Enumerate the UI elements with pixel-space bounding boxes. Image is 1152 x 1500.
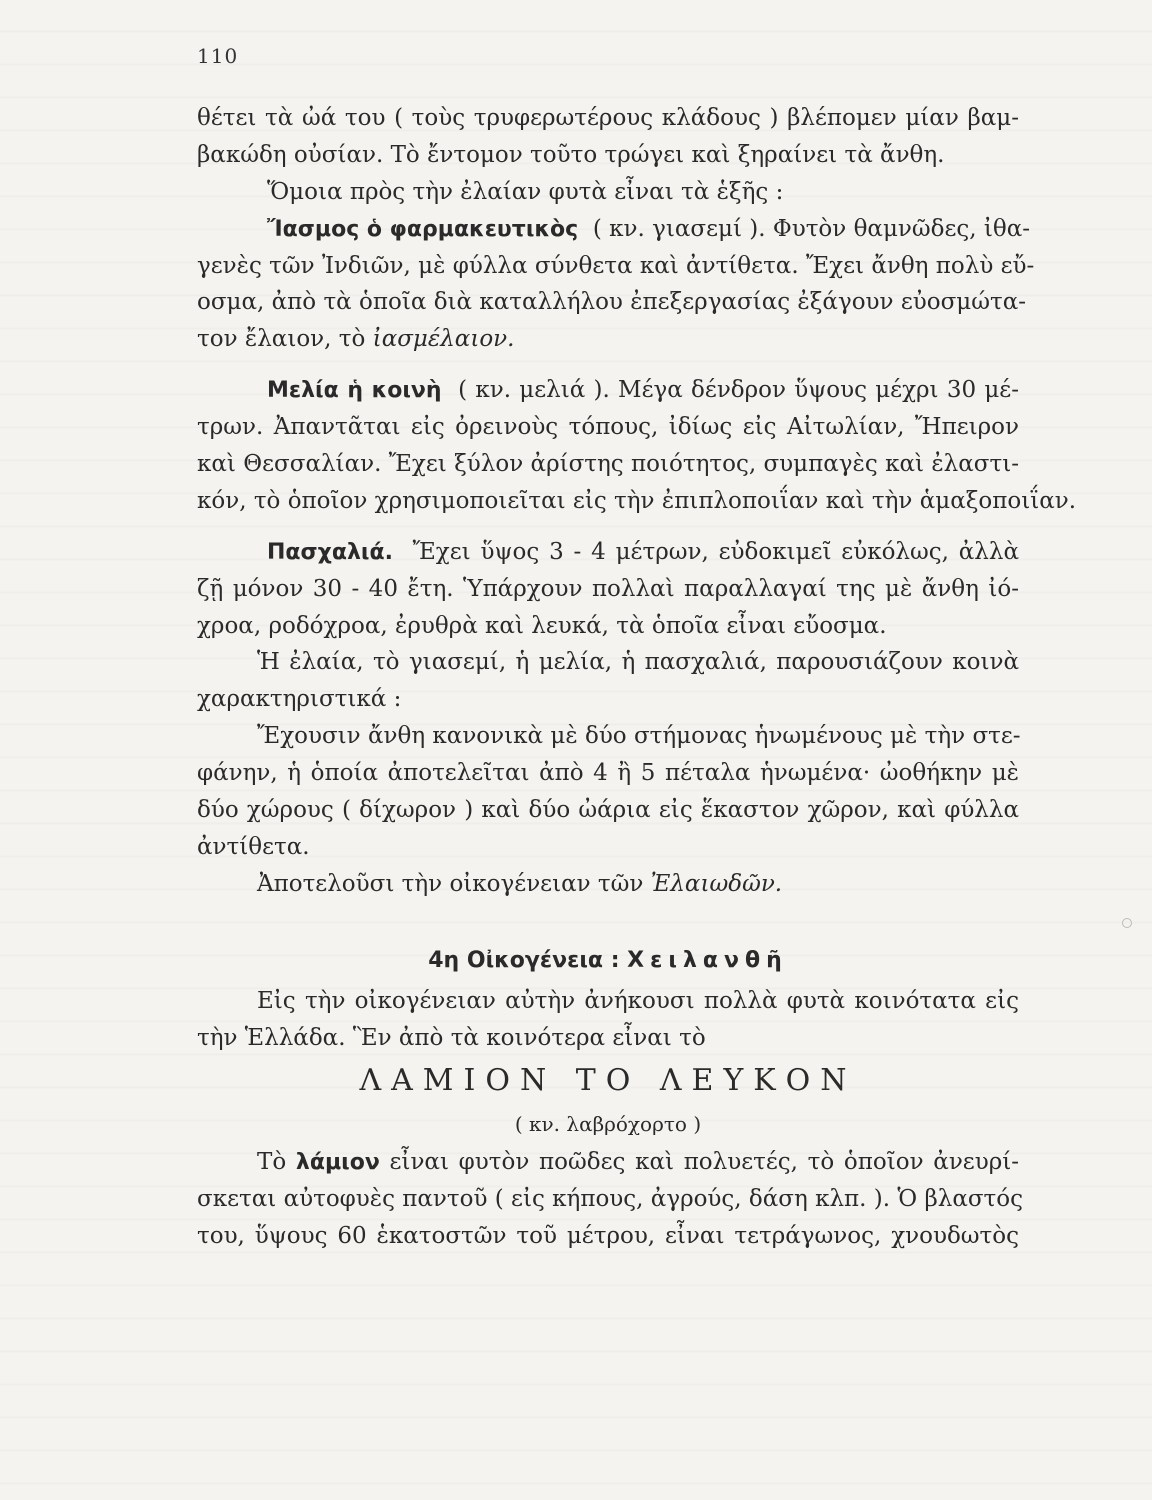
text-line: τὴν Ἑλλάδα. Ἓν ἀπὸ τὰ κοινότερα εἶναι τὸ bbox=[197, 1024, 706, 1051]
entry-lamium bbox=[197, 1144, 1019, 1181]
margin-mark bbox=[1122, 918, 1132, 928]
text-fragment: ( κν. μελιά ). Μέγα δένδρον ὕψους μέχρι 30 μέ- bbox=[458, 377, 1019, 404]
plant-common-name: ( κν. λαβρόχορτο ) bbox=[514, 1112, 702, 1137]
plant-title: ΛΑΜΙΟΝ ΤΟ ΛΕΥΚΟΝ bbox=[359, 1063, 857, 1099]
text-line: ζῇ μόνον 30 - 40 ἔτη. Ὑπάρχουν πολλαὶ παραλλαγαί της μὲ ἄνθη ἰό- bbox=[197, 575, 1019, 602]
text-line: χαρακτηριστικά : bbox=[197, 686, 402, 713]
term-family-name: Ἐλαιωδῶν. bbox=[650, 870, 783, 897]
text-line: Εἰς τὴν οἰκογένειαν αὐτὴν ἀνήκουσι πολλὰ φυτὰ κοινότατα εἰς bbox=[257, 987, 1019, 1014]
section-heading bbox=[197, 943, 1019, 983]
text-fragment: Τὸ bbox=[257, 1149, 287, 1176]
text-line: οσμα, ἀπὸ τὰ ὁποῖα διὰ καταλλήλου ἐπεξεργασίας ἐξάγουν εὐοσμώτα- bbox=[197, 289, 1026, 316]
text-line: γενὲς τῶν Ἰνδιῶν, μὲ φύλλα σύνθετα καὶ ἀντίθετα. Ἔχει ἄνθη πολὺ εὔ- bbox=[197, 252, 1035, 279]
text-line: καὶ Θεσσαλίαν. Ἔχει ξύλον ἀρίστης ποιότητος, συμπαγὲς καὶ ἐλαστι- bbox=[197, 451, 1019, 478]
text-line: ἀντίθετα. bbox=[197, 833, 310, 860]
text-line: του, ὕψους 60 ἑκατοστῶν τοῦ μέτρου, εἶναι τετράγωνος, χνουδωτὸς bbox=[197, 1223, 1019, 1250]
family-statement bbox=[197, 866, 1019, 903]
entry-jasmine bbox=[197, 211, 1031, 248]
section-heading-prefix: 4η Οἰκογένεια : bbox=[428, 947, 620, 973]
text-line: δύο χώρους ( δίχωρον ) καὶ δύο ὠάρια εἰς ἕκαστον χῶρον, καὶ φύλλα bbox=[197, 797, 1019, 824]
entry-lilac bbox=[197, 534, 1019, 571]
text-line: θέτει τὰ ὠά του ( τοὺς τρυφερωτέρους κλάδους ) βλέπομεν μίαν βαμ- bbox=[197, 105, 1019, 131]
text-fragment: Ἔχει ὕψος 3 - 4 μέτρων, εὐδοκιμεῖ εὐκόλως, ἀλλὰ bbox=[412, 538, 1019, 565]
term-jasmine-oil: ἰασμέλαιον. bbox=[372, 326, 515, 353]
text-line: Ἔχουσιν ἄνθη κανονικὰ μὲ δύο στήμονας ἡνωμένους μὲ τὴν στε- bbox=[257, 723, 1021, 750]
text-fragment: τον ἔλαιον, τὸ bbox=[197, 326, 366, 353]
page-number: 110 bbox=[197, 44, 239, 68]
text-fragment: ( κν. γιασεμί ). Φυτὸν θαμνῶδες, ἰθα- bbox=[592, 215, 1031, 242]
text-line: χροα, ροδόχροα, ἐρυθρὰ καὶ λευκά, τὰ ὁποῖα εἶναι εὔοσμα. bbox=[197, 612, 887, 639]
section-heading-name: Χειλανθῆ bbox=[627, 947, 788, 973]
entry-jasmine-end bbox=[197, 321, 1019, 358]
term-melia: Μελία ἡ κοινὴ bbox=[267, 378, 442, 404]
text-fragment: εἶναι φυτὸν ποῶδες καὶ πολυετές, τὸ ὁποῖον ἀνευρί- bbox=[389, 1149, 1020, 1176]
text-fragment: Ἀποτελοῦσι τὴν οἰκογένειαν τῶν bbox=[257, 870, 644, 897]
text-line: Ἡ ἐλαία, τὸ γιασεμί, ἡ μελία, ἡ πασχαλιά, παρουσιάζουν κοινὰ bbox=[257, 649, 1019, 676]
text-line: Ὅμοια πρὸς τὴν ἐλαίαν φυτὰ εἶναι τὰ ἑξῆς : bbox=[267, 178, 784, 205]
entry-melia bbox=[197, 372, 1019, 409]
text-line: σκεται αὐτοφυὲς παντοῦ ( εἰς κήπους, ἀγρούς, δάση κλπ. ). Ὁ βλαστός bbox=[197, 1186, 1024, 1213]
text-line: φάνην, ἡ ὁποία ἀποτελεῖται ἀπὸ 4 ἢ 5 πέταλα ἡνωμένα· ὠοθήκην μὲ bbox=[197, 760, 1019, 787]
term-lilac: Πασχαλιά. bbox=[267, 539, 393, 565]
term-jasmine: Ἴασμος ὁ φαρμακευτικὸς bbox=[267, 216, 579, 242]
text-line: τρων. Ἀπαντᾶται εἰς ὀρεινοὺς τόπους, ἰδίως εἰς Αἰτωλίαν, Ἤπειρον bbox=[197, 414, 1019, 441]
page-body bbox=[197, 100, 1077, 1255]
text-line: κόν, τὸ ὁποῖον χρησιμοποιεῖται εἰς τὴν ἐπιπλοποιΐαν καὶ τὴν ἁμαξοποιΐαν. bbox=[197, 487, 1077, 514]
term-lamium: λάμιον bbox=[295, 1150, 380, 1176]
text-line: βακώδη οὐσίαν. Τὸ ἔντομον τοῦτο τρώγει καὶ ξηραίνει τὰ ἄνθη. bbox=[197, 141, 945, 168]
